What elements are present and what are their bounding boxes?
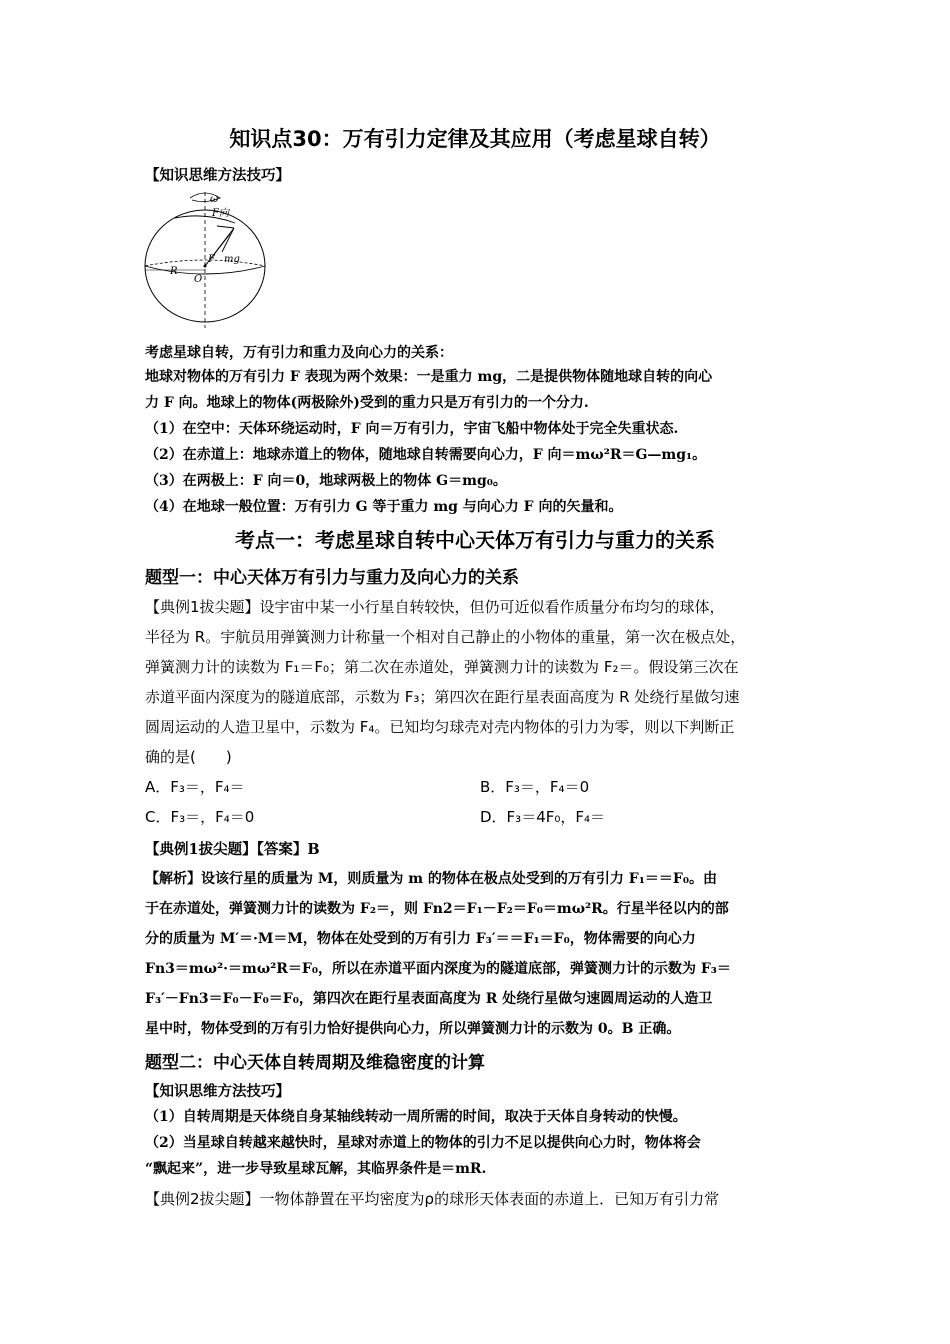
section-tag-methods: 【知识思维方法技巧】 bbox=[145, 167, 290, 184]
example1-line: 半径为 R。宇航员用弹簧测力计称量一个相对自己静止的小物体的重量，第一次在极点处， bbox=[145, 628, 746, 646]
type2-heading: 题型二：中心天体自转周期及维稳密度的计算 bbox=[145, 1053, 485, 1073]
option-b: B．F₃＝，F₄＝0 bbox=[480, 778, 590, 796]
type2-point: （1）自转周期是天体绕自身某轴线转动一周所需的时间，取决于天体自身转动的快慢。 bbox=[145, 1109, 687, 1125]
example1-line: 确的是( ) bbox=[145, 748, 232, 766]
example1-line: 赤道平面内深度为的隧道底部，示数为 F₃；第四次在距行星表面高度为 R 处绕行星做匀速 bbox=[145, 688, 740, 706]
option-c: C．F₃＝，F₄＝0 bbox=[145, 808, 255, 826]
diagram-label-omega: ω bbox=[210, 194, 219, 205]
intro-line: （4）在地球一般位置：万有引力 G 等于重力 mg 与向心力 F 向的矢量和。 bbox=[145, 499, 623, 515]
analysis-line: Fn3＝mω²·＝mω²R＝F₀，所以在赤道平面内深度为的隧道底部，弹簧测力计的示数为 F₃＝ bbox=[145, 961, 731, 977]
intro-line: （2）在赤道上：地球赤道上的物体，随地球自转需要向心力，F 向＝mω²R＝G—mg₁。 bbox=[145, 447, 707, 463]
diagram-label-f-centripetal: F向 bbox=[212, 208, 229, 219]
heading-point-one: 考点一：考虑星球自转中心天体万有引力与重力的关系 bbox=[235, 528, 715, 552]
type2-point: “飘起来”，进一步导致星球瓦解，其临界条件是＝mR. bbox=[145, 1161, 487, 1177]
type1-heading: 题型一：中心天体万有引力与重力及向心力的关系 bbox=[145, 568, 519, 588]
intro-line: 考虑星球自转，万有引力和重力及向心力的关系： bbox=[145, 345, 453, 361]
diagram-label-r: R bbox=[170, 266, 178, 277]
example2-line: 【典例2拔尖题】一物体静置在平均密度为ρ的球形天体表面的赤道上．已知万有引力常 bbox=[145, 1190, 720, 1208]
page-title: 知识点30：万有引力定律及其应用（考虑星球自转） bbox=[229, 127, 721, 151]
example1-line: 【典例1拔尖题】设宇宙中某一小行星自转较快，但仍可近似看作质量分布均匀的球体， bbox=[145, 598, 725, 616]
intro-line: （1）在空中：天体环绕运动时，F 向＝万有引力，宇宙飞船中物体处于完全失重状态. bbox=[145, 421, 679, 437]
analysis-line: 分的质量为 M′＝·M＝M，物体在处受到的万有引力 F₃′＝＝F₁＝F₀，物体需要的向心力 bbox=[145, 931, 696, 947]
analysis-line: F₃′－Fn3＝F₀－F₀＝F₀，第四次在距行星表面高度为 R 处绕行星做匀速圆周运动的人造卫 bbox=[145, 991, 713, 1007]
example1-line: 圆周运动的人造卫星中，示数为 F₄。已知均匀球壳对壳内物体的引力为零，则以下判断正 bbox=[145, 718, 735, 736]
type2-point: （2）当星球自转越来越快时，星球对赤道上的物体的引力不足以提供向心力时，物体将会 bbox=[145, 1135, 701, 1151]
intro-line: 力 F 向。地球上的物体(两极除外)受到的重力只是万有引力的一个分力. bbox=[145, 395, 589, 411]
intro-line: 地球对物体的万有引力 F 表现为两个效果：一是重力 mg，二是提供物体随地球自转的向心 bbox=[145, 369, 713, 385]
intro-line: （3）在两极上：F 向＝0，地球两极上的物体 G＝mg₀。 bbox=[145, 473, 507, 489]
option-d: D．F₃＝4F₀，F₄＝ bbox=[480, 808, 606, 826]
diagram-label-f: F bbox=[208, 254, 215, 265]
option-a: A．F₃＝，F₄＝ bbox=[145, 778, 245, 796]
section-tag-methods-2: 【知识思维方法技巧】 bbox=[145, 1083, 290, 1100]
analysis-line: 【解析】设该行星的质量为 M，则质量为 m 的物体在极点处受到的万有引力 F₁＝＝F₀。由 bbox=[145, 871, 717, 887]
diagram-label-mg: mg bbox=[224, 254, 240, 265]
example1-line: 弹簧测力计的读数为 F₁＝F₀；第二次在赤道处，弹簧测力计的读数为 F₂＝。假设第三次在 bbox=[145, 658, 739, 676]
earth-rotation-diagram bbox=[142, 190, 272, 330]
analysis-line: 星中时，物体受到的万有引力恰好提供向心力，所以弹簧测力计的示数为 0。B 正确。 bbox=[145, 1021, 681, 1037]
diagram-label-o: O bbox=[194, 274, 203, 285]
answer-line: 【典例1拔尖题】【答案】B bbox=[145, 841, 320, 858]
analysis-line: 于在赤道处，弹簧测力计的读数为 F₂＝，则 Fn2＝F₁－F₂＝F₀＝mω²R。行星半径以内的部 bbox=[145, 901, 729, 917]
